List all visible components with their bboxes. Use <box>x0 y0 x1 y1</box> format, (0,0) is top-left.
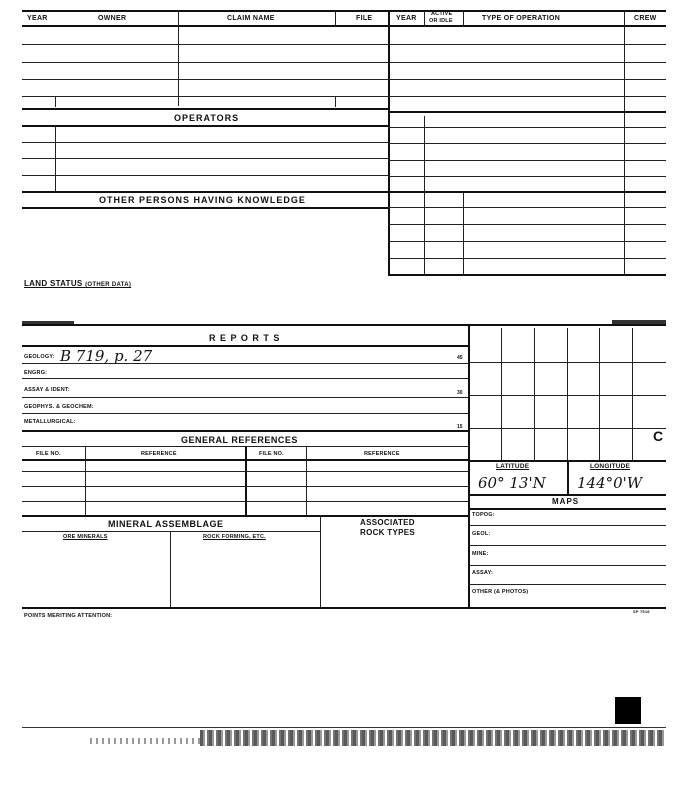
associated-rock-types-2: ROCK TYPES <box>360 528 416 537</box>
land-status-label: LAND STATUS <box>24 279 83 288</box>
margin-45: 45 <box>457 355 463 361</box>
header-owner: OWNER <box>98 15 127 22</box>
ref-file-no-2: FILE NO. <box>259 451 284 457</box>
header-crew: CREW <box>634 15 657 22</box>
engrg-label: ENGRG: <box>24 370 48 376</box>
mineral-assemblage-title: MINERAL ASSEMBLAGE <box>108 519 224 529</box>
header-active: ACTIVE <box>431 11 453 17</box>
ref-reference-2: REFERENCE <box>364 451 400 457</box>
maps-topog: TOPOG: <box>472 512 495 518</box>
reports-title: R E P O R T S <box>209 333 281 343</box>
geology-value: B 719, p. 27 <box>60 347 153 365</box>
header-claim-name: CLAIM NAME <box>227 15 275 22</box>
general-references-title: GENERAL REFERENCES <box>181 435 298 445</box>
metallurgical-label: METALLURGICAL: <box>24 419 76 425</box>
margin-15: 15 <box>457 424 463 430</box>
longitude-label: LONGITUDE <box>590 463 631 470</box>
ref-reference-1: REFERENCE <box>141 451 177 457</box>
header-type-of-operation: TYPE OF OPERATION <box>482 15 561 22</box>
rock-forming-label: ROCK FORMING, ETC. <box>203 534 266 540</box>
ref-file-no-1: FILE NO. <box>36 451 61 457</box>
ore-minerals-label: ORE MINERALS <box>63 534 108 540</box>
associated-rock-types-1: ASSOCIATED <box>360 518 415 527</box>
points-meriting-attention: POINTS MERITING ATTENTION: <box>24 613 113 619</box>
geophys-label: GEOPHYS. & GEOCHEM: <box>24 404 94 410</box>
header-year-2: YEAR <box>396 15 417 22</box>
latitude-value: 60° 13'N <box>478 474 546 492</box>
form-code: SP 7518 <box>633 609 650 614</box>
maps-assay: ASSAY: <box>472 570 494 576</box>
land-status-sub: (OTHER DATA) <box>85 282 132 288</box>
maps-geol: GEOL: <box>472 531 491 537</box>
header-or-idle: OR IDLE <box>429 18 453 24</box>
header-year: YEAR <box>27 15 48 22</box>
maps-title: MAPS <box>552 497 580 506</box>
header-file: FILE <box>356 15 373 22</box>
edge-mark: C <box>653 428 665 444</box>
maps-mine: MINE: <box>472 551 489 557</box>
other-persons-title: OTHER PERSONS HAVING KNOWLEDGE <box>99 195 306 205</box>
land-status-title <box>24 279 131 288</box>
latitude-label: LATITUDE <box>496 463 530 470</box>
maps-other: OTHER (& PHOTOS) <box>472 589 529 595</box>
operators-title: OPERATORS <box>174 113 240 123</box>
margin-30: 30 <box>457 390 463 396</box>
geology-label: GEOLOGY: <box>24 354 55 360</box>
longitude-value: 144°0'W <box>577 474 643 492</box>
assay-ident-label: ASSAY & IDENT: <box>24 387 70 393</box>
